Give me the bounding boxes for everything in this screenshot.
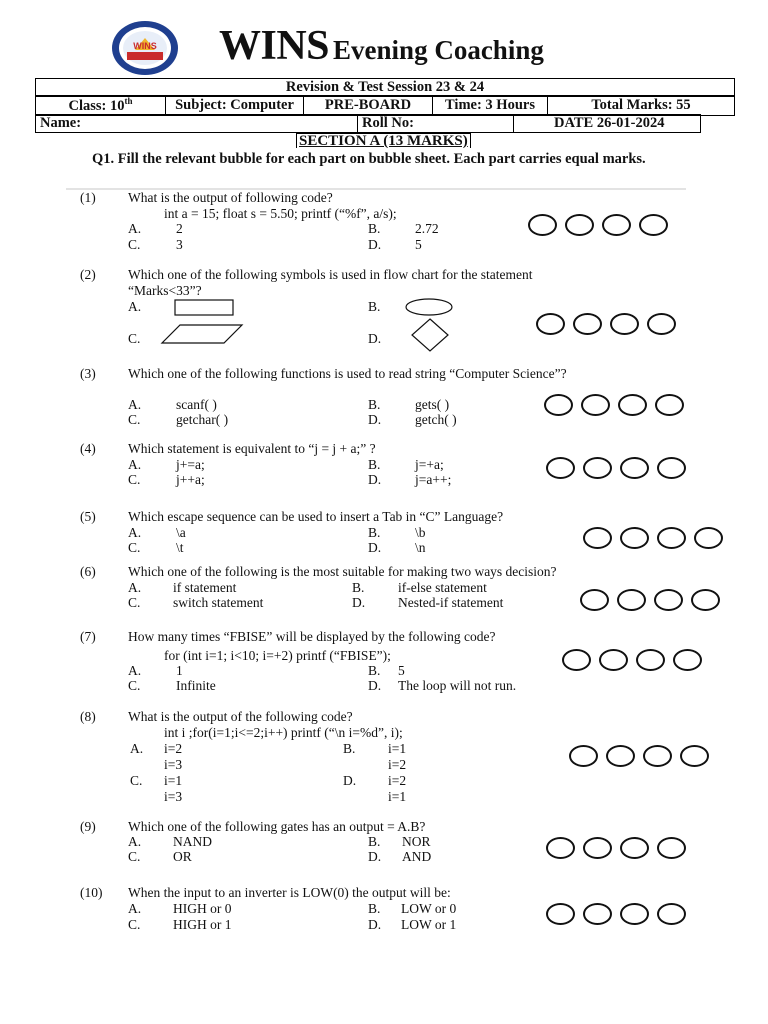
question-number: (9) [80, 819, 96, 834]
option-d: 5 [415, 237, 422, 252]
bubble-d[interactable] [657, 903, 686, 925]
question-code: int a = 15; float s = 5.50; printf (“%f”, a/s); [164, 206, 397, 221]
bubble-a[interactable] [546, 457, 575, 479]
option-label: A. [128, 525, 142, 540]
parallelogram-io-icon [160, 323, 244, 345]
option-b: \b [415, 525, 426, 540]
option-d: Nested-if statement [398, 595, 504, 610]
option-label: A. [128, 221, 142, 236]
option-label: D. [368, 678, 382, 693]
answer-bubbles [546, 457, 694, 479]
question-text: Which one of the following is the most suitable for making two ways decision? [128, 564, 557, 579]
bubble-c[interactable] [620, 903, 649, 925]
bubble-d[interactable] [680, 745, 709, 767]
exam-info-row [35, 95, 735, 116]
question-number: (10) [80, 885, 103, 900]
option-label: D. [368, 237, 382, 252]
question-number: (7) [80, 629, 96, 644]
answer-bubbles [583, 527, 731, 549]
option-label: D. [343, 773, 357, 788]
option-label: C. [128, 595, 141, 610]
bubble-a[interactable] [528, 214, 557, 236]
option-c: j++a; [176, 472, 205, 487]
bubble-d[interactable] [673, 649, 702, 671]
process-box-icon [174, 299, 234, 316]
question-code: for (int i=1; i<10; i=+2) printf (“FBISE”); [164, 648, 391, 663]
option-label: A. [128, 901, 142, 916]
bubble-b[interactable] [583, 903, 612, 925]
bubble-d[interactable] [657, 837, 686, 859]
instruction-text: Q1. Fill the relevant bubble for each part on bubble sheet. Each part carries equal marks. [92, 151, 646, 167]
option-d-line1: i=2 [388, 773, 407, 788]
option-label: B. [368, 221, 381, 236]
option-a: 1 [176, 663, 183, 678]
option-label: D. [368, 917, 382, 932]
page-title [219, 22, 544, 70]
option-label: B. [368, 397, 381, 412]
bubble-a[interactable] [569, 745, 598, 767]
option-b: 2.72 [415, 221, 439, 236]
time-cell: Time: 3 Hours [433, 96, 548, 116]
bubble-a[interactable] [583, 527, 612, 549]
answer-bubbles [546, 837, 694, 859]
bubble-c[interactable] [610, 313, 639, 335]
bubble-d[interactable] [655, 394, 684, 416]
option-label: B. [368, 663, 381, 678]
bubble-a[interactable] [536, 313, 565, 335]
option-label: D. [368, 849, 382, 864]
question-text: When the input to an inverter is LOW(0) the output will be: [128, 885, 451, 900]
option-label: C. [128, 917, 141, 932]
option-label: D. [368, 412, 382, 427]
option-label: B. [368, 901, 381, 916]
bubble-c[interactable] [620, 837, 649, 859]
option-a-line2: i=3 [164, 757, 183, 772]
bubble-c[interactable] [654, 589, 683, 611]
option-label: D. [368, 472, 382, 487]
question-number: (8) [80, 709, 96, 724]
option-b: NOR [402, 834, 431, 849]
brand-subtitle: Evening Coaching [333, 35, 544, 65]
option-label: B. [368, 457, 381, 472]
answer-bubbles [546, 903, 694, 925]
bubble-d[interactable] [647, 313, 676, 335]
option-a-line1: i=2 [164, 741, 183, 756]
option-d: \n [415, 540, 426, 555]
option-c: OR [173, 849, 192, 864]
answer-bubbles [580, 589, 728, 611]
option-label: B. [368, 834, 381, 849]
bubble-b[interactable] [565, 214, 594, 236]
option-label: A. [128, 580, 142, 595]
bubble-d[interactable] [691, 589, 720, 611]
answer-bubbles [544, 394, 692, 416]
bubble-d[interactable] [694, 527, 723, 549]
subject-cell: Subject: Computer [166, 96, 304, 116]
option-label: C. [128, 412, 141, 427]
bubble-b[interactable] [599, 649, 628, 671]
question-text: What is the output of following code? [128, 190, 333, 205]
answer-bubbles [562, 649, 710, 671]
total-marks-cell: Total Marks: 55 [548, 96, 735, 116]
option-d: The loop will not run. [398, 678, 517, 693]
option-label: D. [368, 540, 382, 555]
option-a: HIGH or 0 [173, 901, 232, 916]
logo-text: WINS [133, 41, 157, 51]
option-label: B. [343, 741, 356, 756]
option-b: if-else statement [398, 580, 487, 595]
bubble-a[interactable] [546, 837, 575, 859]
option-d: getch( ) [415, 412, 457, 427]
option-a: if statement [173, 580, 237, 595]
option-b: j=+a; [415, 457, 444, 472]
option-a: j+=a; [176, 457, 205, 472]
name-cell: Name: [36, 115, 358, 133]
option-label: C. [128, 237, 141, 252]
option-c: getchar( ) [176, 412, 229, 427]
option-d: j=a++; [415, 472, 452, 487]
exam-type-cell: PRE-BOARD [304, 96, 433, 116]
option-b-line2: i=2 [388, 757, 407, 772]
question-text: Which one of the following functions is used to read string “Computer Science”? [128, 366, 567, 381]
bubble-c[interactable] [657, 527, 686, 549]
question-text: How many times “FBISE” will be displayed by the following code? [128, 629, 496, 644]
question-text: Which escape sequence can be used to insert a Tab in “C” Language? [128, 509, 504, 524]
question-number: (5) [80, 509, 96, 524]
bubble-b[interactable] [573, 313, 602, 335]
question-number: (2) [80, 267, 96, 282]
option-a: \a [176, 525, 186, 540]
question-number: (1) [80, 190, 96, 205]
option-label: A. [128, 663, 142, 678]
student-info-row [35, 114, 701, 133]
question-text: What is the output of the following code? [128, 709, 353, 724]
school-logo [111, 20, 179, 76]
option-d-line2: i=1 [388, 789, 407, 804]
option-label: A. [128, 457, 142, 472]
option-b: 5 [398, 663, 405, 678]
question-text: Which statement is equivalent to “j = j + a;” ? [128, 441, 376, 456]
question-text: Which one of the following symbols is used in flow chart for the statement “Marks<33”? [128, 267, 533, 298]
bubble-b[interactable] [617, 589, 646, 611]
option-label: B. [352, 580, 365, 595]
roll-cell: Roll No: [358, 115, 514, 133]
bubble-d[interactable] [639, 214, 668, 236]
option-label: A. [128, 397, 142, 412]
option-b: gets( ) [415, 397, 450, 412]
oval-terminal-icon [404, 297, 454, 317]
option-label: C. [128, 331, 141, 346]
option-c: switch statement [173, 595, 264, 610]
session-title: Revision & Test Session 23 & 24 [36, 79, 735, 97]
date-cell: DATE 26-01-2024 [514, 115, 701, 133]
option-a: NAND [173, 834, 212, 849]
bubble-d[interactable] [657, 457, 686, 479]
question-text: Which one of the following gates has an output = A.B? [128, 819, 426, 834]
option-b: LOW or 0 [401, 901, 457, 916]
option-label: C. [128, 678, 141, 693]
bubble-b[interactable] [583, 837, 612, 859]
answer-bubbles [536, 313, 684, 335]
bubble-c[interactable] [620, 457, 649, 479]
question-number: (3) [80, 366, 96, 381]
option-c-line1: i=1 [164, 773, 183, 788]
option-c: HIGH or 1 [173, 917, 232, 932]
option-b-line1: i=1 [388, 741, 407, 756]
option-label: A. [130, 741, 144, 756]
brand-name: WINS [219, 23, 330, 69]
question-number: (4) [80, 441, 96, 456]
diamond-decision-icon [410, 317, 450, 353]
option-d: AND [402, 849, 432, 864]
question-code: int i ;for(i=1;i<=2;i++) printf (“\n i=%d”, i); [164, 725, 403, 740]
option-label: C. [128, 849, 141, 864]
option-d: LOW or 1 [401, 917, 457, 932]
option-label: C. [128, 540, 141, 555]
option-a: scanf( ) [176, 397, 217, 412]
option-label: D. [368, 331, 382, 346]
bubble-c[interactable] [643, 745, 672, 767]
option-c: Infinite [176, 678, 216, 693]
answer-bubbles [569, 745, 717, 767]
bubble-b[interactable] [620, 527, 649, 549]
option-label: A. [128, 299, 142, 314]
option-c: 3 [176, 237, 183, 252]
bubble-c[interactable] [618, 394, 647, 416]
option-label: D. [352, 595, 366, 610]
bubble-c[interactable] [636, 649, 665, 671]
bubble-c[interactable] [602, 214, 631, 236]
option-label: C. [130, 773, 143, 788]
option-label: B. [368, 525, 381, 540]
option-label: C. [128, 472, 141, 487]
option-c: \t [176, 540, 184, 555]
option-label: B. [368, 299, 381, 314]
bubble-b[interactable] [583, 457, 612, 479]
option-label: A. [128, 834, 142, 849]
option-c-line2: i=3 [164, 789, 183, 804]
option-a: 2 [176, 221, 183, 236]
bubble-b[interactable] [581, 394, 610, 416]
question-number: (6) [80, 564, 96, 579]
bubble-a[interactable] [562, 649, 591, 671]
bubble-a[interactable] [546, 903, 575, 925]
bubble-a[interactable] [580, 589, 609, 611]
answer-bubbles [528, 214, 676, 236]
class-cell: Class: 10th [36, 96, 166, 116]
section-title: SECTION A (13 MARKS) [296, 133, 471, 148]
bubble-a[interactable] [544, 394, 573, 416]
bubble-b[interactable] [606, 745, 635, 767]
